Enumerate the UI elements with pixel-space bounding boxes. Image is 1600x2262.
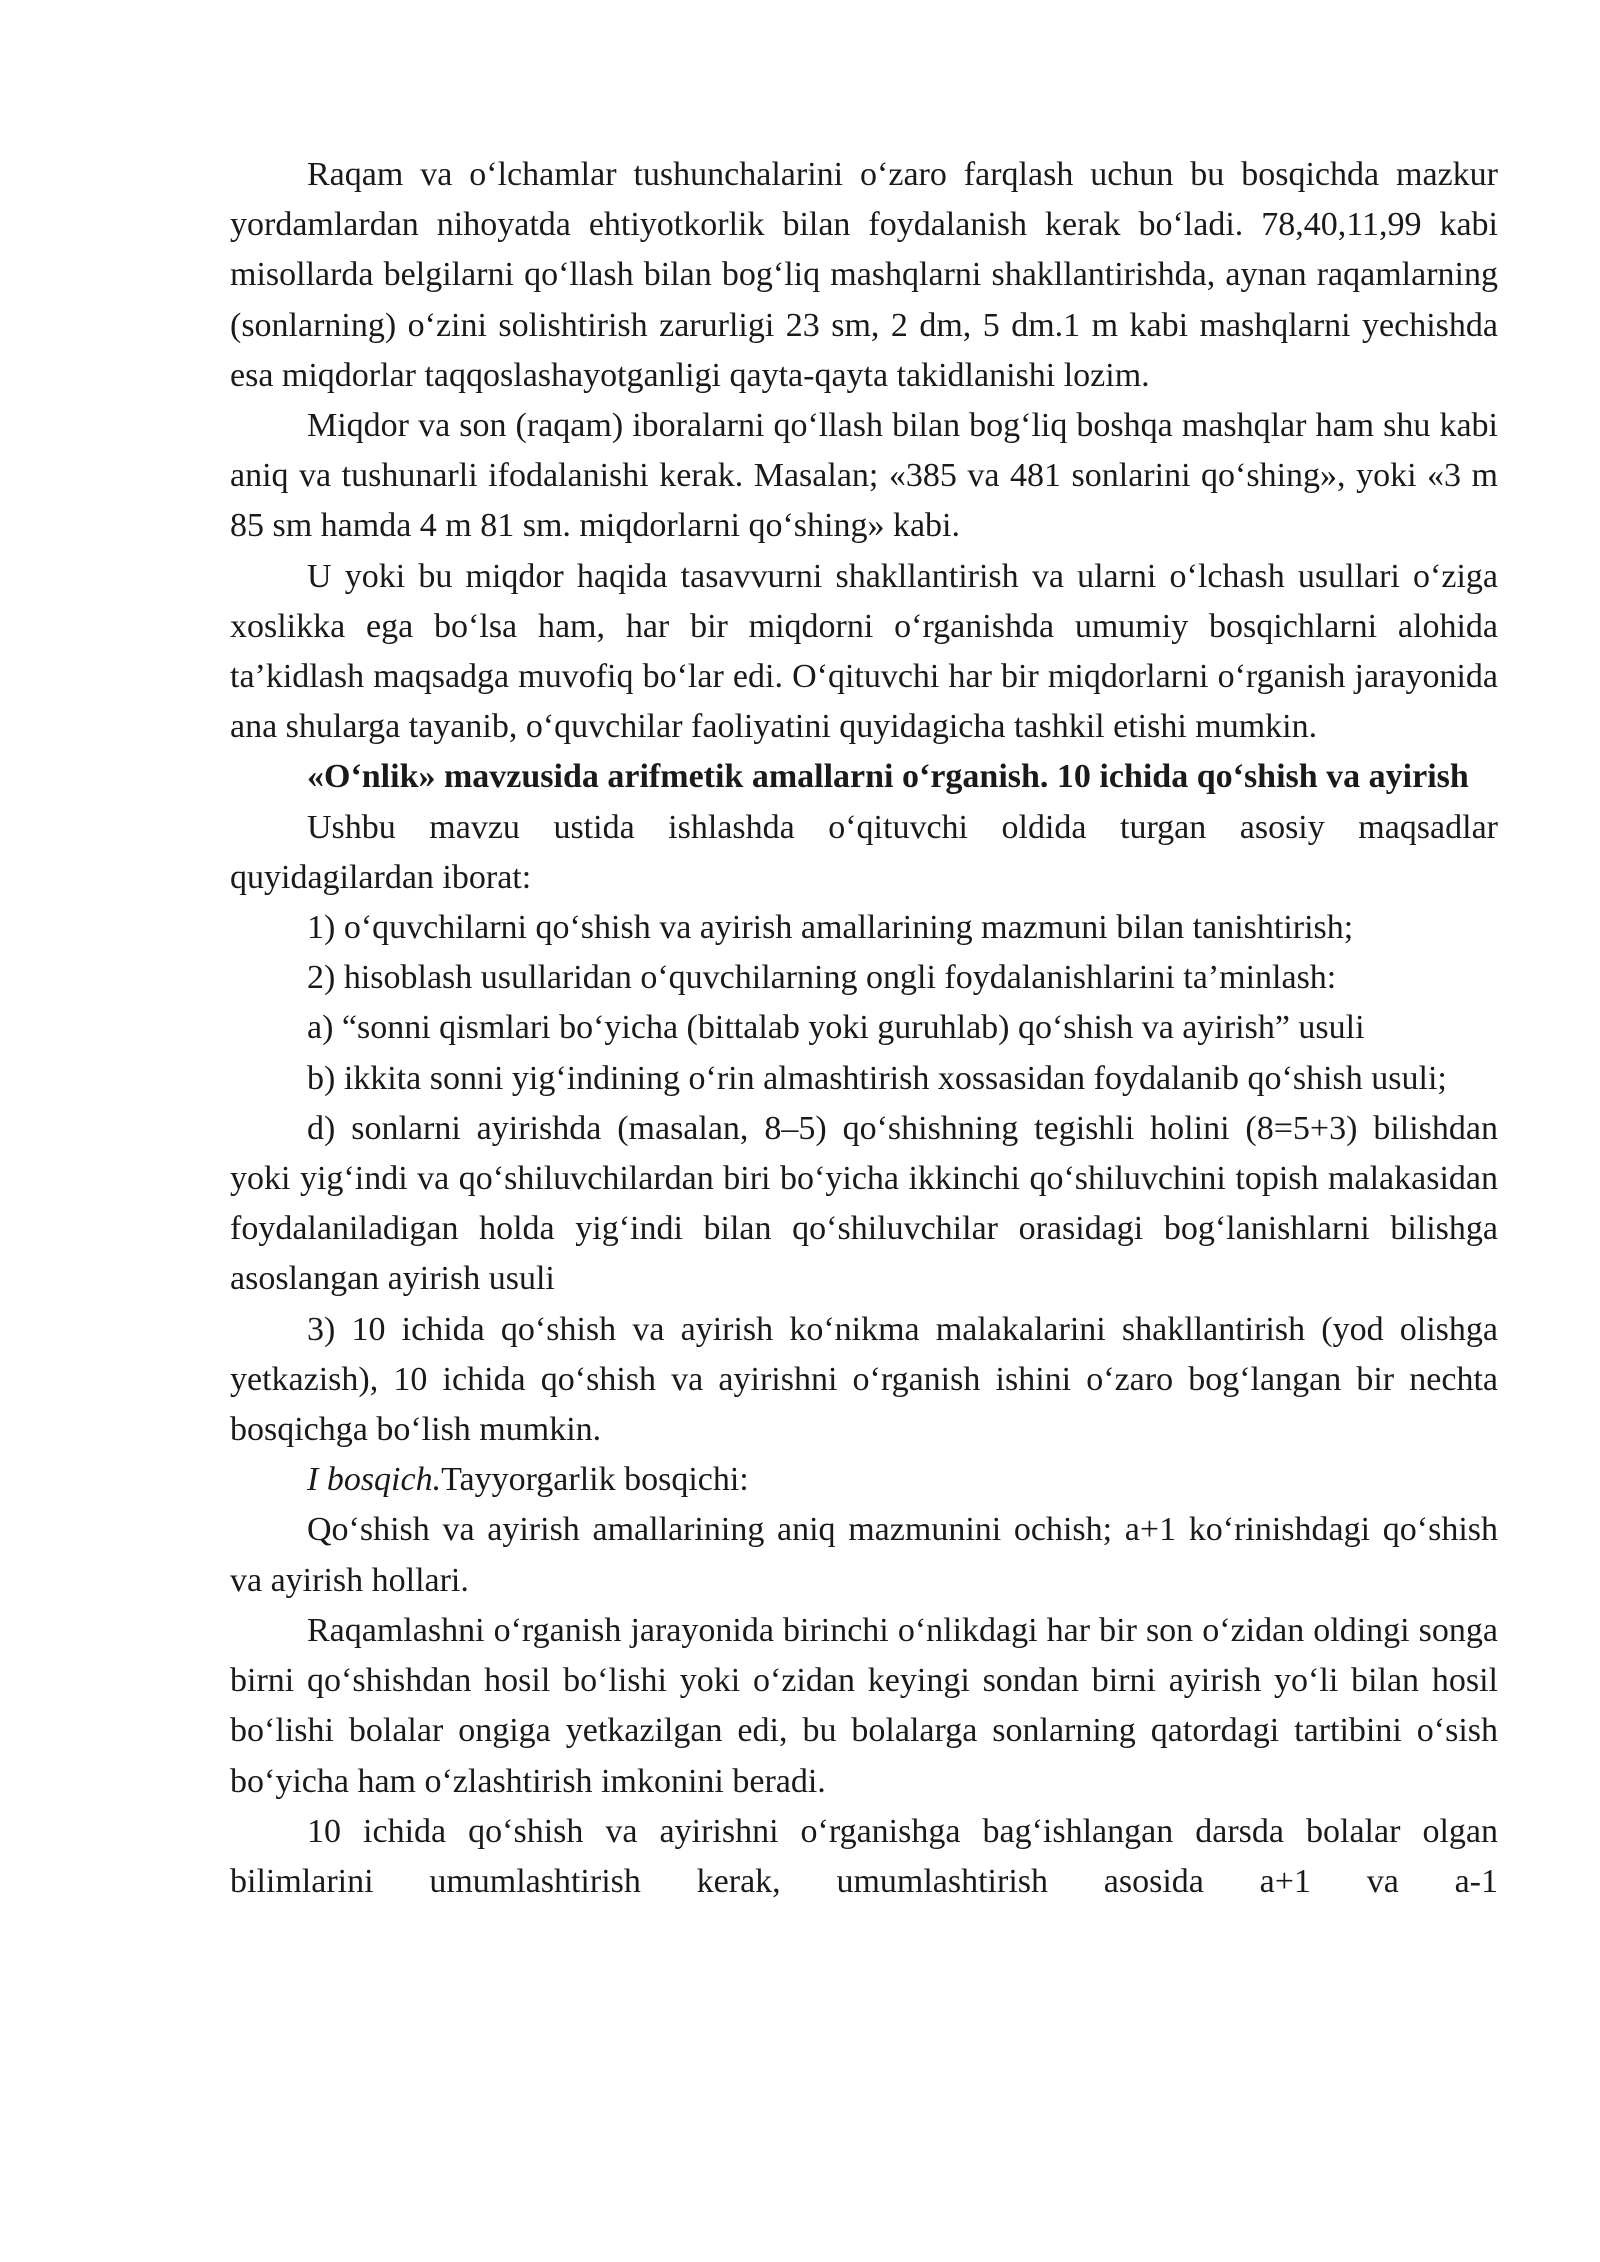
stage-title: Tayyorgarlik bosqichi:: [441, 1461, 749, 1499]
paragraph-stage-content: Qo‘shish va ayirish amallarining aniq mazmunini ochish; a+1 ko‘rinishdagi qo‘shish va ayirish hollari.: [230, 1511, 1498, 1599]
list-item-d: d) sonlarni ayirishda (masalan, 8–5) qo‘shishning tegishli holini (8=5+3) bilishdan yoki yig‘indi va qo‘shiluvchilardan biri bo‘yicha ikkinchi qo‘shiluvchini topish malakasidan foydalaniladigan holda yig‘indi bilan qo‘shiluvchilar orasidagi bog‘lanishlarni bilishga asoslangan ayirish usuli: [230, 1109, 1498, 1298]
section-heading: «O‘nlik» mavzusida arifmetik amallarni o‘rganish. 10 ichida qo‘shish va ayirish: [307, 758, 1469, 796]
list-item-3: 3) 10 ichida qo‘shish va ayirish ko‘nikma malakalarini shakllantirish (yod olishga yetkazish), 10 ichida qo‘shish va ayirishni o‘rganish ishini o‘zaro bog‘langan bir nechta bosqichga bo‘lish mumkin.: [230, 1310, 1498, 1449]
paragraph-goals-intro: Ushbu mavzu ustida ishlashda o‘qituvchi oldida turgan asosiy maqsadlar quyidagilardan iborat:: [230, 808, 1498, 896]
stage-label: I bosqich.: [307, 1461, 442, 1499]
list-item-2: 2) hisoblash usullaridan o‘quvchilarning ongli foydalanishlarini ta’minlash:: [307, 959, 1337, 997]
list-item-b: b) ikkita sonni yig‘indining o‘rin almashtirish xossasidan foydalanib qo‘shish usuli;: [307, 1059, 1447, 1097]
list-item-a: a) “sonni qismlari bo‘yicha (bittalab yoki guruhlab) qo‘shish va ayirish” usuli: [307, 1009, 1365, 1047]
paragraph-measurement-stages: U yoki bu miqdor haqida tasavvurni shakllantirish va ularni o‘lchash usullari o‘ziga xoslikka ega bo‘lsa ham, har bir miqdorni o‘rganishda umumiy bosqichlarni alohida ta’kidlash maqsadga muvofiq bo‘lar edi. O‘qituvchi har bir miqdorlarni o‘rganish jarayonida ana shularga tayanib, o‘quvchilar faoliyatini quyidagicha tashkil etishi mumkin.: [230, 557, 1498, 746]
paragraph-generalization: 10 ichida qo‘shish va ayirishni o‘rganishga bag‘ishlangan darsda bolalar olgan bilimlarini umumlashtirish kerak, umumlashtirish asosida a+1 va a-1: [230, 1812, 1498, 1900]
paragraph-quantity-terms: Miqdor va son (raqam) iboralarni qo‘llash bilan bog‘liq boshqa mashqlar ham shu kabi aniq va tushunarli ifodalanishi kerak. Masalan; «385 va 481 sonlarini qo‘shing», yoki «3 m 85 sm hamda 4 m 81 sm. miqdorlarni qo‘shing» kabi.: [230, 407, 1498, 545]
paragraph-measurement-distinction: Raqam va o‘lchamlar tushunchalarini o‘zaro farqlash uchun bu bosqichda mazkur yordamlardan nihoyatda ehtiyotkorlik bilan foydalanish kerak bo‘ladi. 78,40,11,99 kabi misollarda belgilarni qo‘llash bilan bog‘liq mashqlarni shakllantirishda, aynan raqamlarning (sonlarning) o‘zini solishtirish zarurligi 23 sm, 2 dm, 5 dm.1 m kabi mashqlarni yechishda esa miqdorlar taqqoslashayotganligi qayta-qayta takidlanishi lozim.: [230, 156, 1498, 394]
paragraph-numbering: Raqamlashni o‘rganish jarayonida birinchi o‘nlikdagi har bir son o‘zidan oldingi songa birni qo‘shishdan hosil bo‘lishi yoki o‘zidan keyingi sondan birni ayirish yo‘li bilan hosil bo‘lishi bolalar ongiga yetkazilgan edi, bu bolalarga sonlarning qatordagi tartibini o‘sish bo‘yicha ham o‘zlashtirish imkonini beradi.: [230, 1611, 1498, 1800]
list-item-1: 1) o‘quvchilarni qo‘shish va ayirish amallarining mazmuni bilan tanishtirish;: [307, 909, 1354, 947]
document-body: [230, 150, 1498, 1907]
stage-heading: [230, 1455, 1498, 1505]
